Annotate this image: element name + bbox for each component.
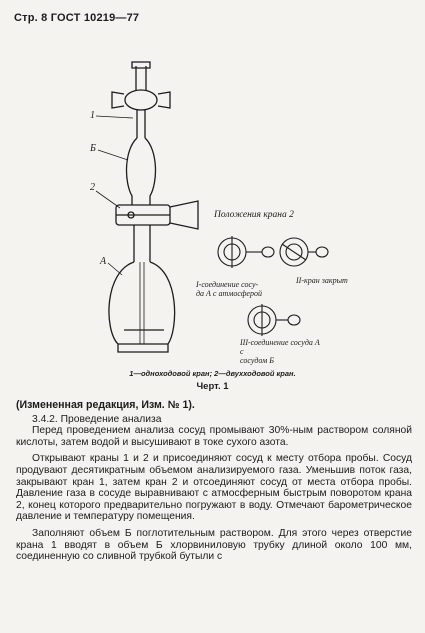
bulb-b [127,138,156,205]
tap-position-3 [248,304,300,336]
paragraph-3: Заполняют объем Б поглотительным раствором. Для этого через отверстие крана 1 вводят в объем Б хлорвиниловую трубку длиной около 100 мм, соединенную со сливной трубкой бутыли с [16,527,412,563]
label-vessel-b: Б [90,143,96,154]
upper-tube [137,110,145,138]
tap-2-handle [170,201,198,229]
position-2-label: II-кран закрыт [296,276,348,285]
tap-1-body [125,90,157,110]
position-3-label: III-соединение сосуда А с сосудом Б [240,338,320,365]
figure-legend: 1—одноходовой кран; 2—двухходовой кран. [129,369,296,378]
paragraph-1: Перед проведением анализа сосуд промывают 30%-ным раствором соляной кислоты, затем водой и высушивают в токе сухого азота. [16,425,412,448]
positions-title: Положения крана 2 [214,210,294,220]
figure-title: Черт. 1 [196,381,229,392]
amendment-note: (Измененная редакция, Изм. № 1). [16,399,195,411]
tap-position-1 [218,236,274,268]
tap-position-2 [280,238,328,266]
page-header: Стр. 8 ГОСТ 10219—77 [14,12,140,24]
tap-1-top [132,62,150,68]
label-tap-2: 2 [90,182,95,193]
tap-1-stem [136,66,146,90]
lower-tube [134,225,150,262]
bulb-a [109,262,175,344]
label-vessel-a: А [100,256,107,267]
section-heading: 3.4.2. Проведение анализа [32,413,162,425]
position-1-label: I-соединение сосу- да А с атмосферой [196,280,262,298]
label-tap-1: 1 [90,110,95,121]
tap-1-handle [112,92,170,108]
paragraph-2: Открывают краны 1 и 2 и присоединяют сосуд к месту отбора пробы. Сосуд продувают десятикратным объемом анализируемого газа. Уменьшив поток газа, закрывают кран 1, затем кран 2 и отсоединяют сосуд от места отбора пробы. Давление газа в сосуде выравнивают с атмосферным быстрым поворотом крана 2, конец которого предварительно погружают в воду. Отмечают барометрическое давление и температуру помещения. [16,453,412,523]
body-text [16,400,412,563]
